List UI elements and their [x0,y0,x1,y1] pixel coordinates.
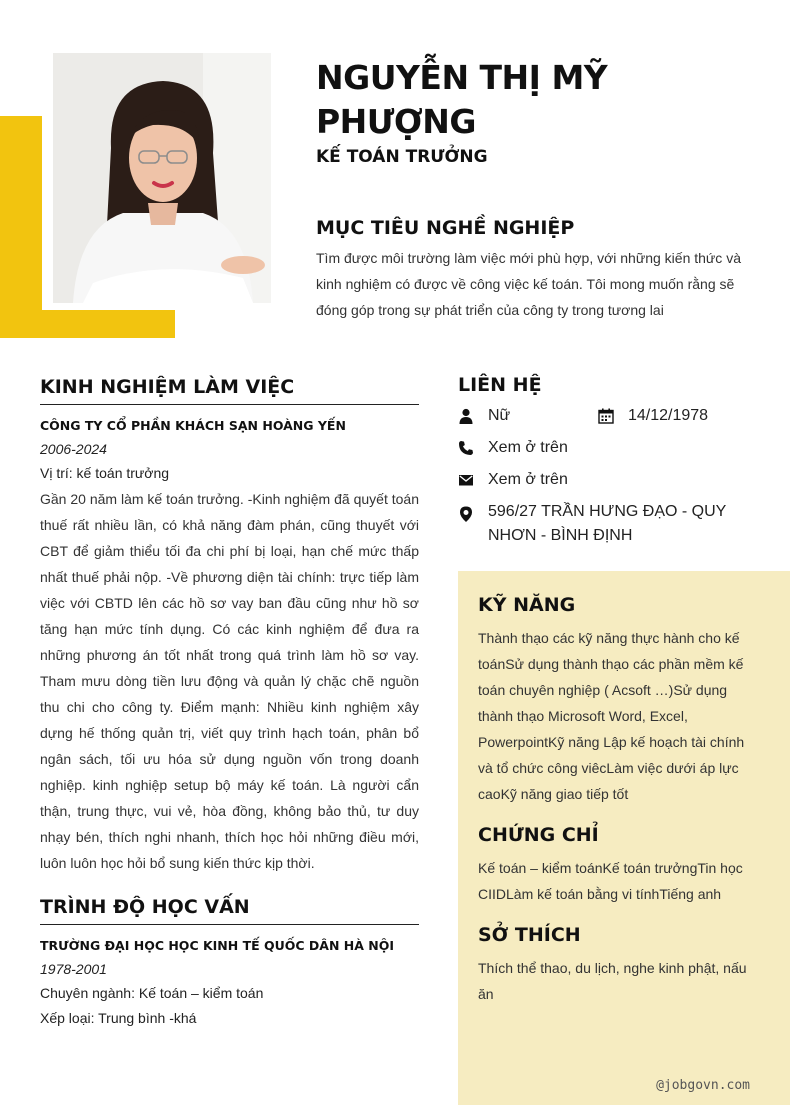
education-period: 1978-2001 [40,961,107,977]
education-grade: Xếp loại: Trung bình -khá [40,1010,197,1026]
header [316,56,756,169]
education-school: TRƯỜNG ĐẠI HỌC HỌC KINH TẾ QUỐC DÂN HÀ NỘI [40,938,395,953]
accent-block-left [0,116,42,338]
contact-address-text: 596/27 TRẦN HƯNG ĐẠO - QUY NHƠN - BÌNH ĐỊNH [488,503,727,544]
hobbies-text: Thích thể thao, du lịch, nghe kinh phật, nấu ăn [478,960,747,1002]
experience-heading: KINH NGHIỆM LÀM VIỆC [40,376,295,398]
calendar-icon [598,408,614,424]
left-column [40,374,419,1031]
experience-period: 2006-2024 [40,441,107,457]
phone-icon [458,440,474,456]
contact-email-text: Xem ở trên [488,471,568,488]
objective-section [316,215,741,323]
experience-description: Gần 20 năm làm kế toán trưởng. -Kinh nghiệm đã quyết toán thuế rất nhiều lần, có khả năng đàm phán, cũng thuyết với CBT để giảm thiểu tối đa chi phí bị loại, hạn chế mức thấp nhất thuế phải nộp. -Về phương diện tài chính: trực tiếp làm việc với CBTD lên các hồ sơ vay ban đầu cũng như hồ sơ tăng hạn mức tính dụng. Có các kinh nghiệm để đưa ra những phương án tốt nhất trong quá trình làm hồ sơ vay. Tham mưu dòng tiền lưu động và quản lý chặc chẽ nguồn thu chi cho công ty. Điểm mạnh: Nhiều kinh nghiệm xây dựng hế thống quản trị, viết quy trình hạch toán, phân bổ ngân sách, tối ưu hóa sử dụng nguồn vốn trong doanh nghiệp. kinh nghiệp setup bộ máy kế toán. Là người cẩn thận, trung thực, vui vẻ, hòa đồng, không bảo thủ, tư duy nhạy bén, thích nghi nhanh, thích học hỏi những điều mới, luôn luôn học hỏi bổ sung kiến thức kịp thời. [40,491,419,871]
contact-phone-text: Xem ở trên [488,439,568,456]
experience-divider [40,404,419,405]
candidate-name: NGUYỄN THỊ MỸ PHƯỢNG [316,58,608,141]
mail-icon [458,472,474,488]
location-icon [458,506,474,522]
objective-heading: MỤC TIÊU NGHỀ NGHIỆP [316,217,575,239]
profile-photo [53,53,271,303]
experience-position: Vị trí: kế toán trưởng [40,465,170,481]
user-icon [458,408,474,424]
contact-heading: LIÊN HỆ [458,374,542,396]
accent-block-bottom [0,310,175,338]
contact-gender-text: Nữ [488,407,511,424]
skills-heading: KỸ NĂNG [478,594,576,616]
side-panel-content [478,591,750,1021]
skills-text: Thành thạo các kỹ năng thực hành cho kế toánSử dụng thành thạo các phần mềm kế toán chuyên nghiệp ( Acsoft …)Sử dụng thành thạo Microsoft Word, Excel, PowerpointKỹ năng Lập kế hoạch tài chính và tổ chức công viêcLàm việc dưới áp lực caoKỹ năng giao tiếp tốt [478,630,745,802]
side-panel [458,571,790,1105]
experience-company: CÔNG TY CỔ PHẦN KHÁCH SẠN HOÀNG YẾN [40,418,346,433]
objective-text: Tìm được môi trường làm việc mới phù hợp, với những kiến thức và kinh nghiệm có được về công việc kế toán. Tôi mong muốn rằng sẽ đóng góp trong sự phát triển của công ty trong tương lai [316,250,741,318]
candidate-title: KẾ TOÁN TRƯỞNG [316,147,488,167]
contact-section [458,372,758,544]
education-divider [40,924,419,925]
watermark: @jobgovn.com [656,1078,750,1093]
certificates-text: Kế toán – kiểm toánKế toán trưởngTin học CIIDLàm kế toán bằng vi tínhTiếng anh [478,860,743,902]
contact-birthday-text: 14/12/1978 [628,407,709,424]
certificates-heading: CHỨNG CHỈ [478,824,599,846]
education-major: Chuyên ngành: Kế toán – kiểm toán [40,985,264,1001]
hobbies-heading: SỞ THÍCH [478,924,581,946]
education-heading: TRÌNH ĐỘ HỌC VẤN [40,896,250,918]
